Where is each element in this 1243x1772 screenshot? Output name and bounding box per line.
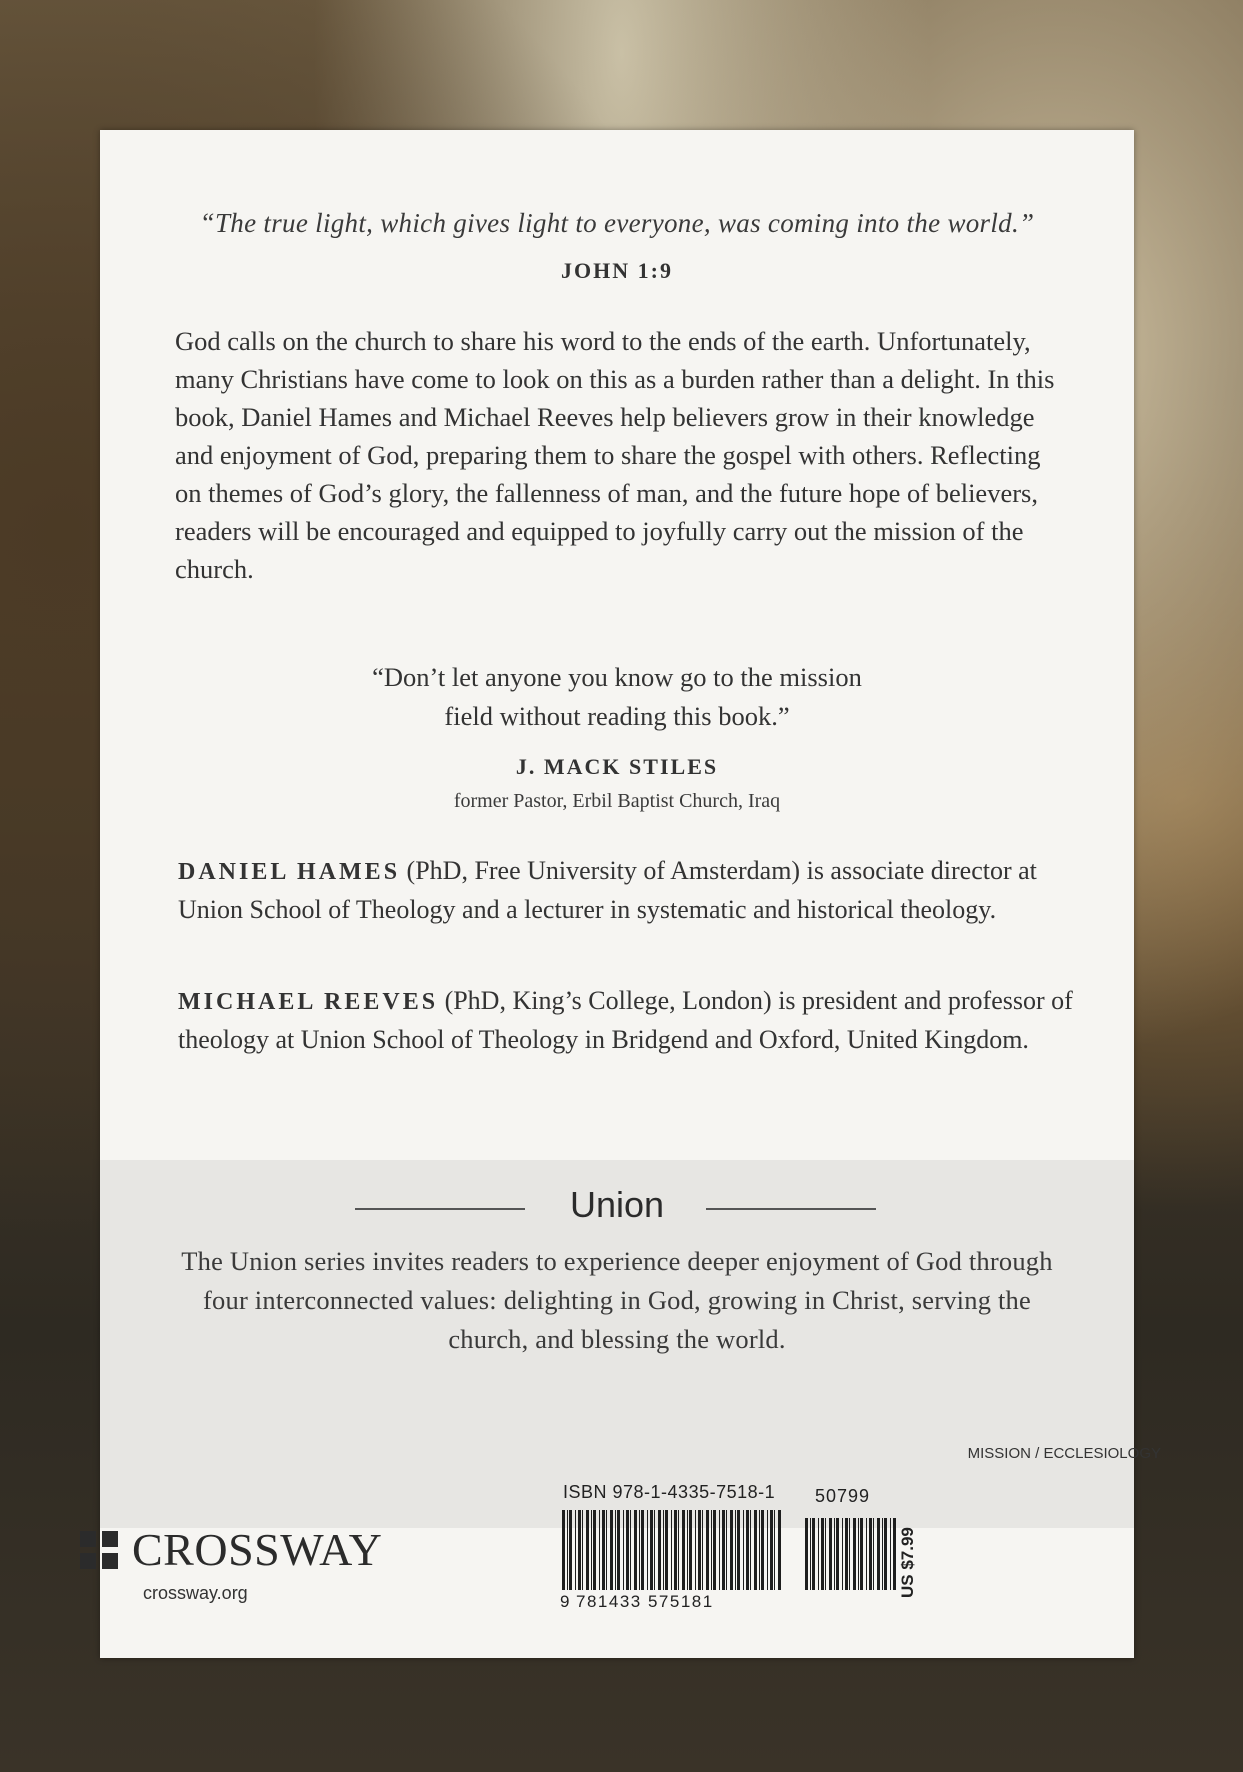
epigraph-reference: JOHN 1:9 [561,258,673,283]
barcode-bar [678,1510,679,1590]
price-label: US $7.99 [898,1527,917,1598]
barcode-bar [674,1510,677,1590]
series-description: The Union series invites readers to experience deeper enjoyment of God through four interconnected values: delighting in God, growing in Christ, serving the church, and blessing the world. [181,1246,1053,1354]
barcode-bar [869,1518,872,1590]
barcode-bar [858,1518,859,1590]
barcode-bar [610,1510,613,1590]
barcode-bar [567,1510,568,1590]
barcode-bar [834,1518,835,1590]
barcode-bar [650,1510,653,1590]
barcode-bar [849,1518,850,1590]
barcode-bar [713,1510,716,1590]
barcode-bar [778,1510,781,1590]
barcode-bar [663,1510,664,1590]
price-addon-digits: 50799 [815,1486,871,1506]
barcode-bar [578,1510,581,1590]
barcode-bar [877,1518,880,1590]
barcode-bar [698,1510,701,1590]
back-cover-card [100,130,1134,1658]
barcode-bar [761,1510,764,1590]
series-rule-right [706,1208,876,1210]
barcode-bar [836,1518,839,1590]
barcode-bar [630,1510,631,1590]
series-rule-left [355,1208,525,1210]
endorsement-line-2: field without reading this book.” [444,701,790,731]
endorsement-quote [100,658,1134,736]
barcode-bar [884,1518,887,1590]
crossway-mark-icon [80,1531,118,1569]
author-bio-reeves [178,982,1078,1059]
book-description: God calls on the church to share his word to the ends of the earth. Unfortunately, many Christians have come to look on this as a burden rather than a delight. In this book, Daniel Hames and Michael Reeves help believers grow in their knowledge and enjoyment of God, preparing them to share the gospel with others. Reflecting on themes of God’s glory, the fallenness of man, and the future hope of believers, readers will be encouraged and equipped to joyfully carry out the mission of the church. [175,326,1055,584]
author-bio-text: (PhD, King’s College, London) is president and professor of theology at Union School of Theology in Bridgend and Oxford, United Kingdom. [178,986,1073,1054]
barcode-bar [682,1510,685,1590]
barcode-bar [602,1510,605,1590]
barcode-bar [593,1510,596,1590]
series-header [100,1182,1134,1228]
barcode-bar [615,1510,616,1590]
barcode-bar [687,1510,688,1590]
barcode-bar [641,1510,644,1590]
publisher-logo [80,1525,382,1575]
price-addon-barcode [805,1518,897,1590]
barcode-bar [866,1518,867,1590]
series-panel [100,1160,1134,1528]
barcode-bar [711,1510,712,1590]
publisher-name: CROSSWAY [132,1524,383,1575]
barcode-bar [821,1518,824,1590]
endorser-role: former Pastor, Erbil Baptist Church, Iraq [453,790,781,812]
barcode-bar [730,1510,733,1590]
endorser-name: J. MACK STILES [515,754,719,779]
barcode-bar [810,1518,811,1590]
barcode-bar [575,1510,576,1590]
barcode-bar [890,1518,891,1590]
author-bio-hames [178,852,1078,929]
barcode-bar [702,1510,703,1590]
barcode-bar [759,1510,760,1590]
barcode-bar [893,1518,896,1590]
barcode-bar [689,1510,692,1590]
barcode-bar [770,1510,773,1590]
barcode-bar [882,1518,883,1590]
barcode-bar [647,1510,648,1590]
barcode-bar [735,1510,736,1590]
barcode-bar [722,1510,725,1590]
barcode-bar [750,1510,751,1590]
barcode-bar [873,1518,874,1590]
barcode-bar [634,1510,637,1590]
publisher-url: crossway.org [143,1583,248,1603]
barcode-bar [767,1510,768,1590]
barcode-bar [591,1510,592,1590]
barcode-bar [812,1518,815,1590]
barcode-bar [726,1510,727,1590]
barcode-lead-digit: 9 [560,1592,570,1611]
barcode-bar [860,1518,863,1590]
category-label: MISSION / ECCLESIOLOGY [967,1445,1161,1462]
barcode-bar [599,1510,600,1590]
barcode-bar [719,1510,720,1590]
barcode-bar [695,1510,696,1590]
barcode-bar [746,1510,749,1590]
barcode-bar [569,1510,572,1590]
barcode-bar [706,1510,709,1590]
isbn-label: ISBN 978-1-4335-7518-1 [563,1482,776,1502]
author-name: DANIEL HAMES [178,859,401,885]
barcode-bar [639,1510,640,1590]
barcode-bar [623,1510,624,1590]
epigraph-text: “The true light, which gives light to everyone, was coming into the world.” [199,208,1035,238]
barcode-bar [818,1518,819,1590]
barcode-bar [617,1510,620,1590]
barcode-bar [658,1510,661,1590]
barcode-bar [743,1510,744,1590]
author-name: MICHAEL REEVES [178,989,439,1015]
barcode-bar [853,1518,856,1590]
series-title: Union [569,1184,665,1225]
barcode-bar [582,1510,583,1590]
barcode-bar [774,1510,775,1590]
barcode-bar [606,1510,607,1590]
barcode-bar [842,1518,843,1590]
barcode-bar [665,1510,668,1590]
author-bio-text: (PhD, Free University of Amsterdam) is associate director at Union School of Theology and a lecturer in systematic and historical theology. [178,856,1037,924]
endorsement-line-1: “Don’t let anyone you know go to the mission [372,662,862,692]
barcode-bar [737,1510,740,1590]
barcode-bar [626,1510,629,1590]
barcode-digits: 781433 575181 [576,1592,714,1611]
barcode-bar [845,1518,848,1590]
barcode-bar [825,1518,826,1590]
barcode-bar [671,1510,672,1590]
isbn-barcode [562,1510,784,1590]
barcode-bar [754,1510,757,1590]
barcode-bar [654,1510,655,1590]
barcode-bar [562,1510,565,1590]
barcode-bar [586,1510,589,1590]
barcode-bar [829,1518,832,1590]
barcode-bar [805,1518,808,1590]
